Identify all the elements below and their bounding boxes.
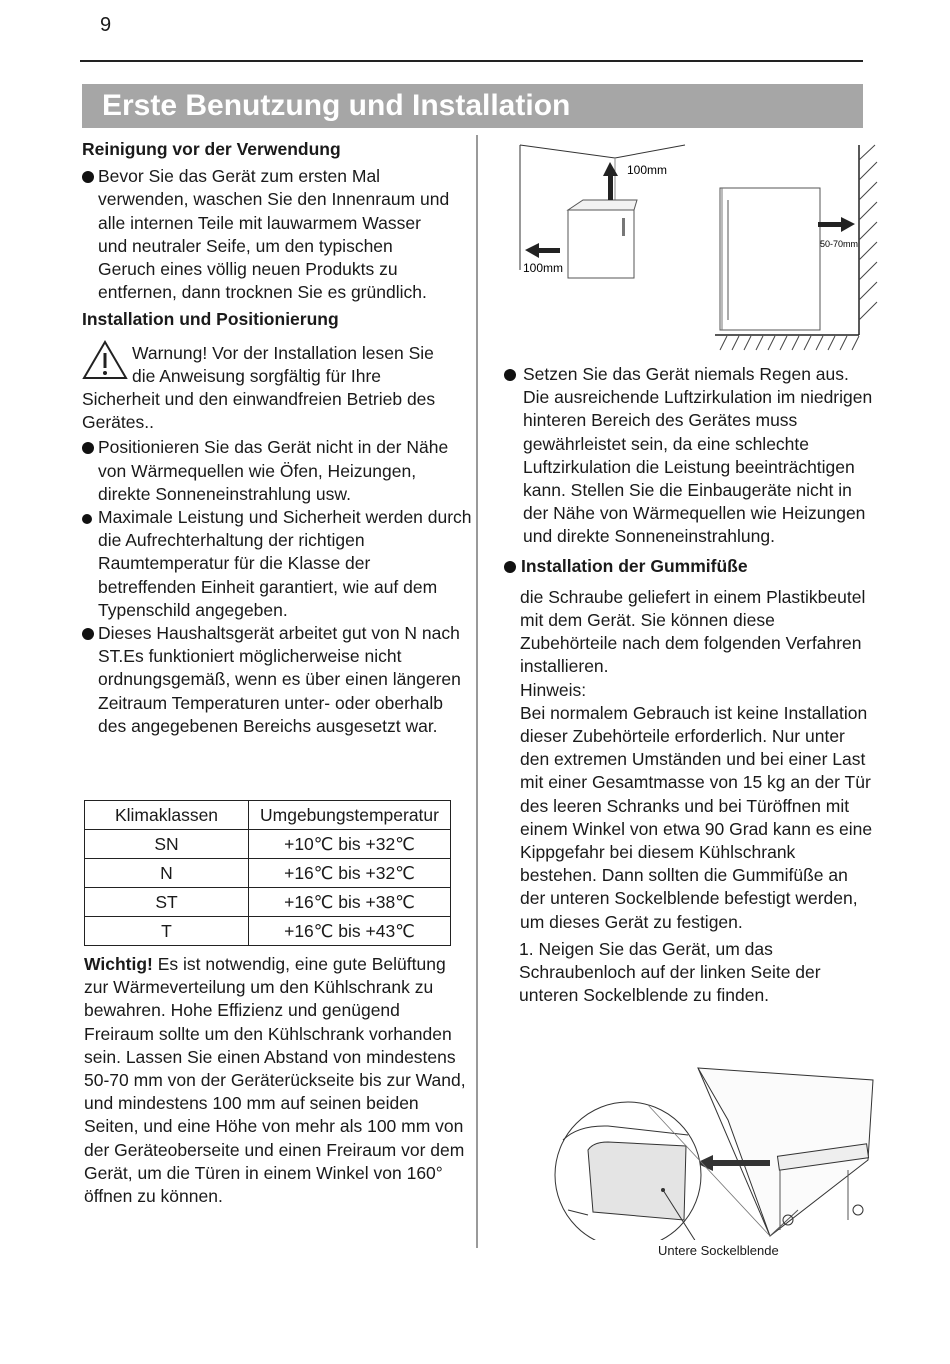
cleaning-text: Bevor Sie das Gerät zum ersten Mal verwenden, waschen Sie den Innenraum und alle internen Teile mit lauwarmem Wasser und neutraler Seife, um den typischen Geruch eines völlig neuen Produkts zu entfernen, dann trocknen Sie es gründlich. bbox=[98, 166, 450, 303]
label-back-clearance: 50-70mm bbox=[820, 239, 859, 249]
table-row bbox=[85, 859, 451, 888]
table-cell: +10℃ bis +32℃ bbox=[249, 830, 451, 859]
table-cell: SN bbox=[85, 830, 249, 859]
right-column bbox=[504, 363, 876, 1007]
page-number: 9 bbox=[100, 14, 112, 36]
bullet-dot bbox=[82, 514, 92, 524]
bullet-dot bbox=[82, 171, 94, 183]
plinth-caption: Untere Sockelblende bbox=[658, 1243, 779, 1258]
table-cell: +16℃ bis +43℃ bbox=[249, 917, 451, 946]
table-header-cell: Umgebungstemperatur bbox=[249, 801, 451, 830]
bullet-text: Dieses Haushaltsgerät arbeitet gut von N nach ST.Es funktioniert möglicherweise nicht ordnungsgemäß, wenn es über einen längeren Zeitraum Temperaturen unter- oder oberhalb des angegebenen Bereichs ausgesetzt war. bbox=[98, 623, 461, 736]
feet-heading: Installation der Gummifüße bbox=[521, 555, 748, 576]
section-title: Erste Benutzung und Installation bbox=[82, 84, 863, 128]
bullet-dot bbox=[504, 369, 516, 381]
climate-bullet bbox=[82, 622, 472, 738]
bullet-text: Positionieren Sie das Gerät nicht in der Nähe von Wärmequellen wie Öfen, Heizungen, direkte Sonneneinstrahlung usw. bbox=[98, 437, 449, 504]
note-text: Bei normalem Gebrauch ist keine Installation dieser Zubehörteile erforderlich. Nur unter den extremen Umständen und bei einer Last mit einer Gesamtmasse von 15 kg an der Tür des leeren Schranks und bei Türöffnen mit einem Winkel von etwa 90 Grad kann es eine Kippgefahr bei diesem Kühlschrank bestehen. Dann sollten die Gummifüße an der unteren Sockelblende befestigt werden, um dieses Gerät zu festigen. bbox=[520, 702, 873, 932]
warning-block bbox=[82, 342, 472, 435]
tilted-fridge-illustration bbox=[548, 1060, 888, 1240]
header-rule bbox=[80, 60, 863, 62]
table-header-row bbox=[85, 801, 451, 830]
installation-heading: Installation und Positionierung bbox=[82, 309, 339, 330]
table-row bbox=[85, 830, 451, 859]
step-one-text: 1. Neigen Sie das Gerät, um das Schraubenloch auf der linken Seite der unteren Sockelblende zu finden. bbox=[519, 938, 821, 1006]
table-row bbox=[85, 888, 451, 917]
bullet-text: Setzen Sie das Gerät niemals Regen aus. Die ausreichende Luftzirkulation im niedrigen hinteren Bereich des Gerätes muss gewährleistet sein, da eine schlechte Luftzirkulation die Leistung beeinträchtigen kann. Stellen Sie die Einbaugeräte nicht in der Nähe von Wärmequellen wie Heizungen und direkte Sonneneinstrahlung. bbox=[523, 364, 873, 547]
warning-text: Warnung! Vor der Installation lesen Sie die Anweisung sorgfältig für Ihre Sicherheit und den einwandfreien Betrieb des Gerätes.. bbox=[82, 342, 436, 433]
table-cell: T bbox=[85, 917, 249, 946]
warning-icon bbox=[82, 340, 128, 380]
performance-bullet bbox=[82, 506, 472, 622]
table-cell: +16℃ bis +38℃ bbox=[249, 888, 451, 917]
cleaning-bullet bbox=[82, 165, 472, 304]
climate-class-table bbox=[84, 800, 451, 946]
label-top-clearance: 100mm bbox=[627, 163, 668, 177]
feet-text: die Schraube geliefert in einem Plastikbeutel mit dem Gerät. Sie können diese Zubehörteile nach dem folgenden Verfahren installieren. bbox=[520, 586, 866, 677]
note-label: Hinweis: bbox=[520, 679, 587, 700]
left-column bbox=[82, 138, 472, 738]
bullet-dot bbox=[82, 442, 94, 454]
rain-bullet bbox=[504, 363, 876, 549]
position-bullet bbox=[82, 436, 472, 506]
important-label: Wichtig! bbox=[84, 954, 153, 974]
feet-heading-row bbox=[504, 555, 876, 578]
important-text: Es ist notwendig, eine gute Belüftung zur Wärmeverteilung um den Kühlschrank zu bewahren. Hohe Effizienz und genügend Freiraum sollte um den Kühlschrank vorhanden sein. Lassen Sie einen Abstand von mindestens 50-70 mm von der Geräterückseite bis zur Wand, und mindestens 100 mm auf seinen beiden Seiten, und eine Höhe von mehr als 100 mm von der Geräteoberseite und einen Freiraum vor dem Gerät, um die Türen in einem Winkel von 160° öffnen zu können. bbox=[84, 954, 466, 1207]
column-divider bbox=[476, 135, 478, 1248]
table-header-cell: Klimaklassen bbox=[85, 801, 249, 830]
important-paragraph bbox=[84, 953, 470, 1208]
table-cell: +16℃ bis +32℃ bbox=[249, 859, 451, 888]
label-side-clearance: 100mm bbox=[523, 261, 564, 275]
table-cell: N bbox=[85, 859, 249, 888]
cleaning-heading: Reinigung vor der Verwendung bbox=[82, 139, 341, 159]
bullet-dot bbox=[504, 561, 516, 573]
bullet-dot bbox=[82, 628, 94, 640]
table-cell: ST bbox=[85, 888, 249, 917]
clearance-diagram bbox=[515, 140, 885, 355]
table-row bbox=[85, 917, 451, 946]
bullet-text: Maximale Leistung und Sicherheit werden durch die Aufrechterhaltung der richtigen Raumtemperatur für die Klasse der betreffenden Einheit garantiert, wie auf dem Typenschild angegeben. bbox=[98, 507, 472, 620]
